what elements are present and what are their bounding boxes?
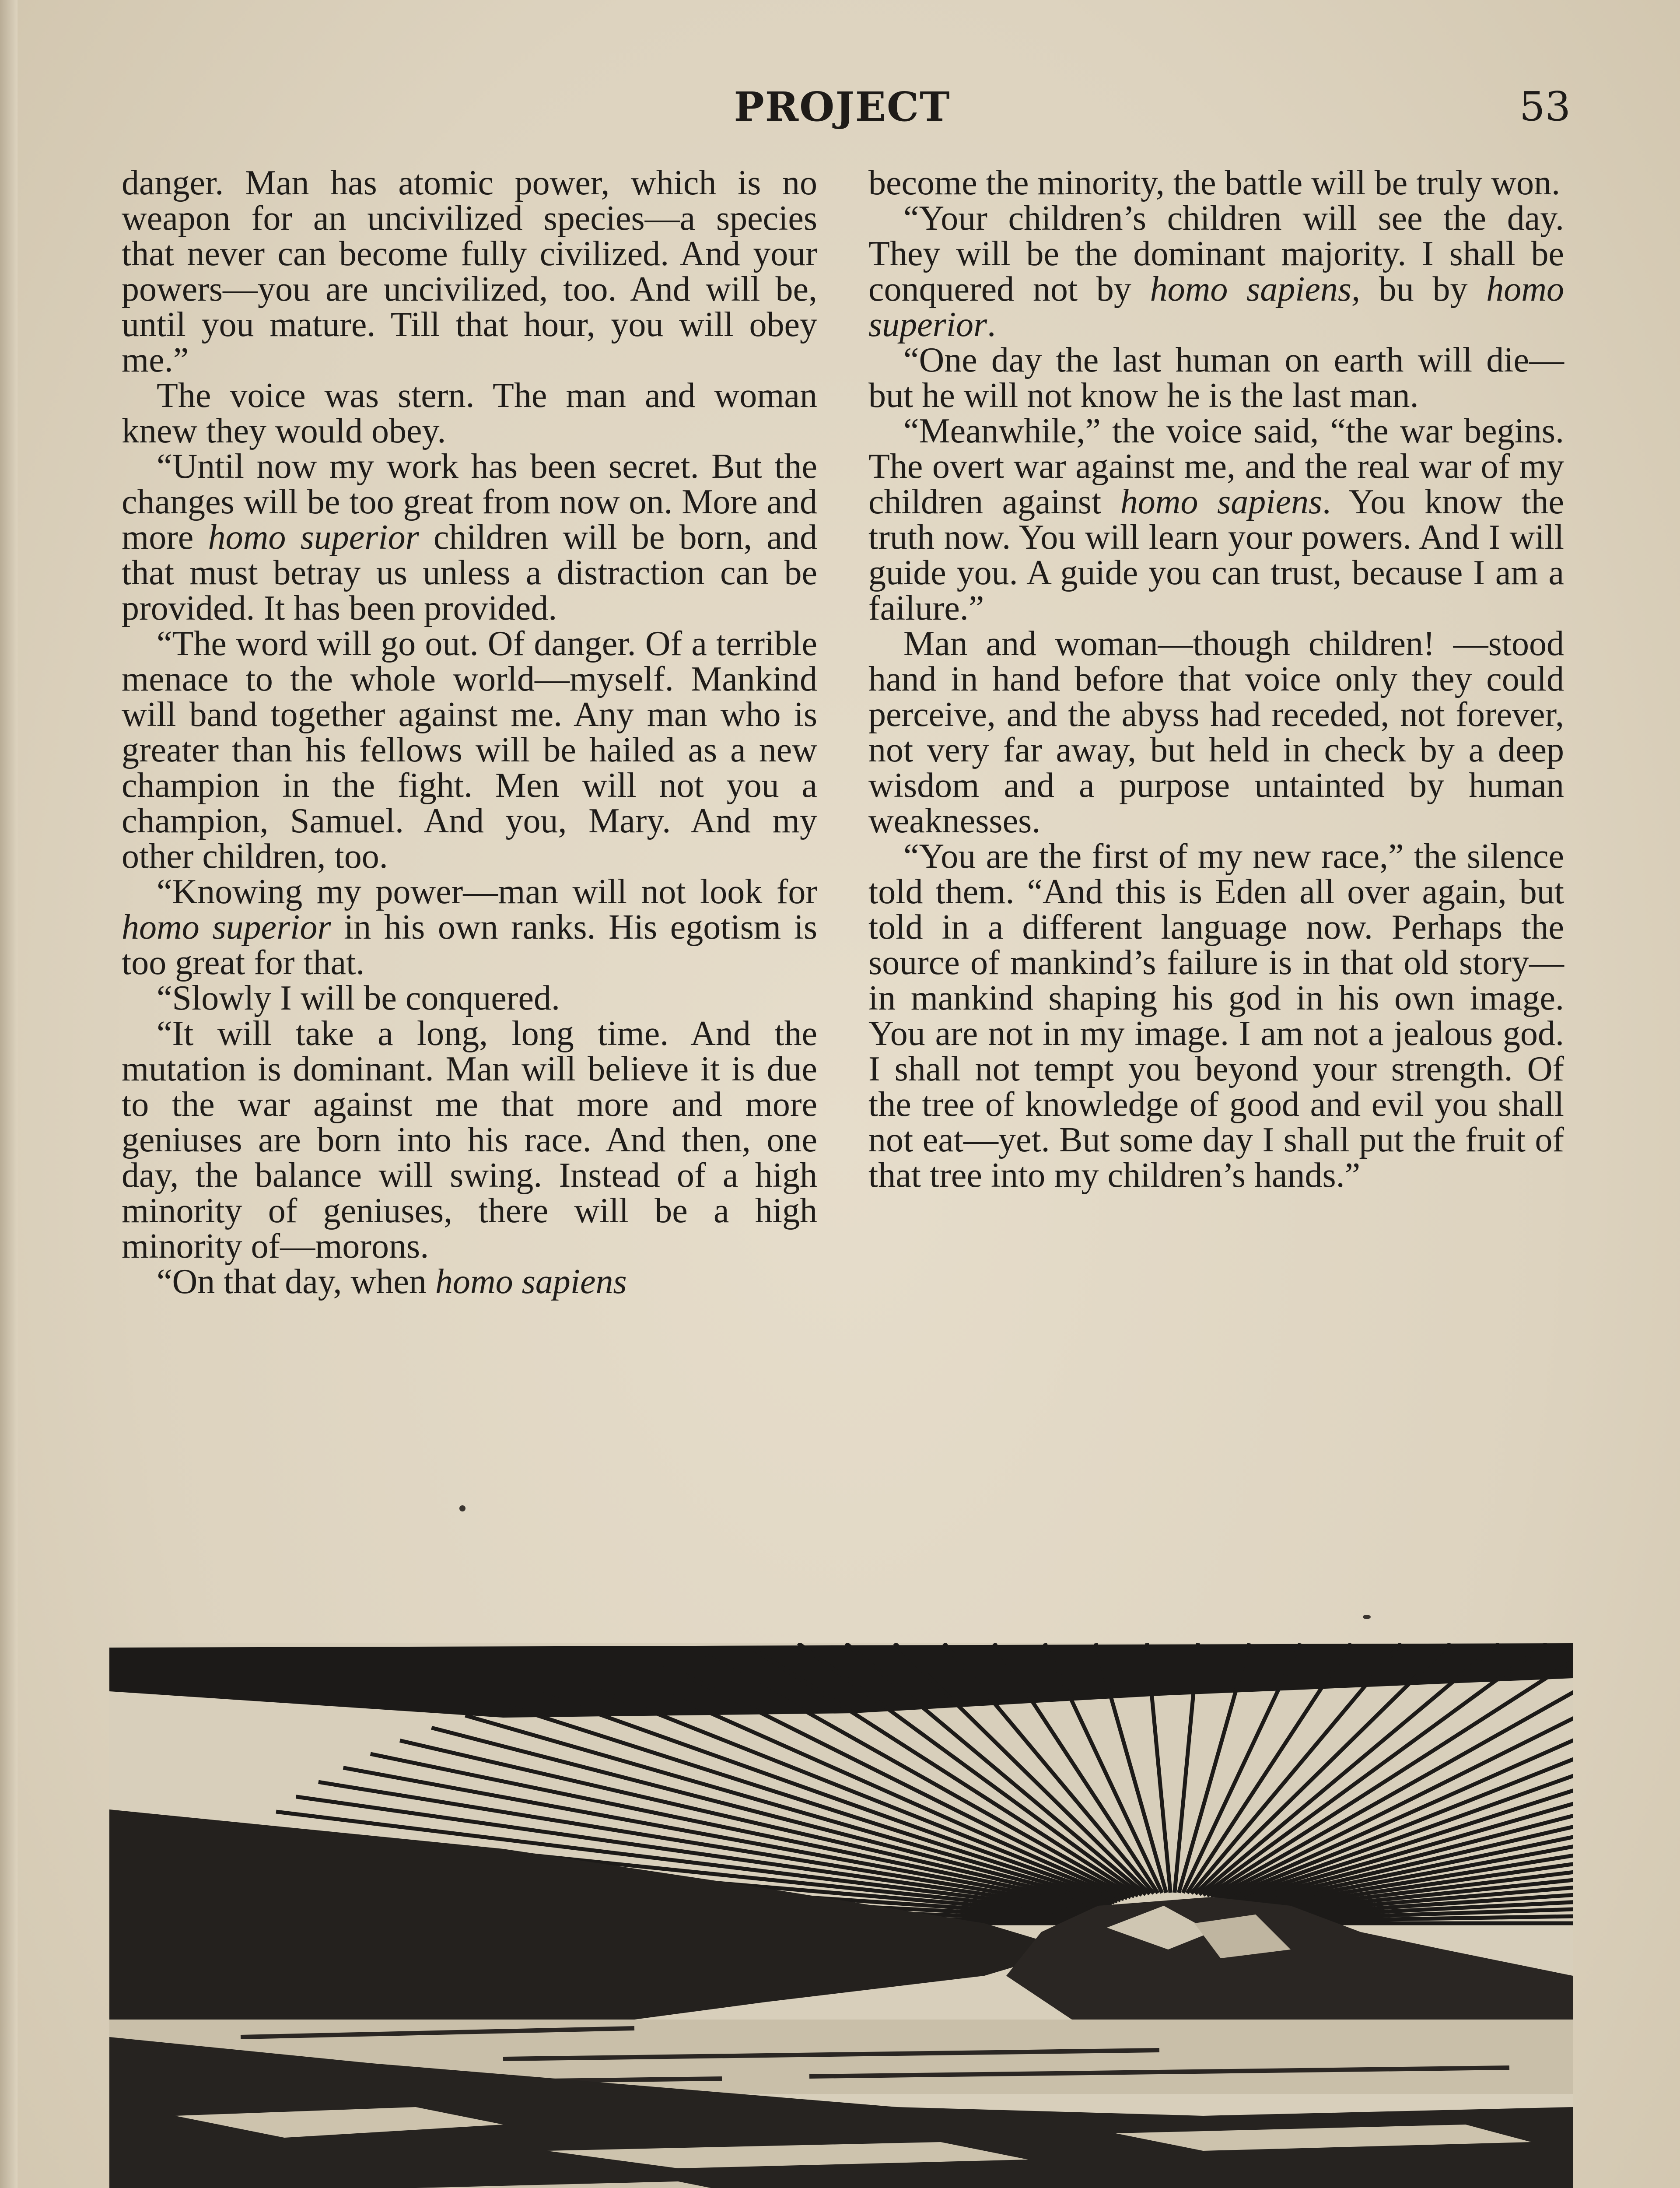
text-run: “Your children’s children will see the day. They will be the dominant majority. I shall be conquered not by	[868, 199, 1564, 309]
text-run: “You are the first of my new race,” the silence told them. “And this is Eden all over again, but told in a different language now. Perhaps the source of mankind’s failure is in that old story—in mankind shaping his god in his own image. You are not in my image. I am not a jealous god. I shall not tempt you beyond your strength. Of the tree of knowledge of good and evil you shall not eat—yet. But some day I shall put the fruit of that tree into my children’s hands.”	[868, 837, 1564, 1195]
italic-text: homo superior	[208, 518, 419, 557]
italic-text: homo superior	[868, 270, 1564, 344]
text-run: children will be born, and that must betray us unless a distraction can be provided. It has been provided.	[122, 518, 818, 628]
paragraph	[122, 378, 817, 449]
text-run: “It will take a long, long time. And the mutation is dominant. Man will believe it is due to the war against me that more and more geniuses are born into his race. And then, one day, the balance will swing. Instead of a high minority of geniuses, there will be a high minority of—morons.	[122, 1014, 817, 1266]
italic-text: homo superior	[122, 908, 331, 947]
text-run: “One day the last human on earth will die—but he will not know he is the last man.	[868, 341, 1564, 415]
text-run: The voice was stern. The man and woman knew they would obey.	[122, 376, 817, 450]
paragraph	[122, 1016, 817, 1264]
ink-speck	[1363, 1615, 1371, 1619]
paragraph	[868, 343, 1564, 414]
paragraph	[868, 201, 1564, 343]
text-run: “Slowly I will be conquered.	[157, 979, 560, 1017]
italic-text: homo sapiens	[435, 1262, 627, 1301]
text-run: . You know the truth now. You will learn your powers. And I will guide you. A guide you can trust, because I am a failure.”	[868, 483, 1564, 628]
italic-text: homo sapiens,	[1150, 270, 1361, 309]
text-run: “Meanwhile,” the voice said, “the war begins. The overt war against me, and the real war of my children against	[868, 412, 1564, 521]
paragraph	[868, 414, 1564, 626]
paragraph	[868, 626, 1564, 839]
italic-text: homo sapiens	[1120, 483, 1323, 521]
page-number: 53	[1519, 83, 1571, 130]
paragraph	[122, 981, 817, 1016]
text-run: “Until now my work has been secret. But the changes will be too great from now on. More and more	[122, 447, 817, 557]
paragraph	[122, 165, 817, 378]
text-column-right	[868, 165, 1564, 1193]
paragraph	[868, 839, 1564, 1193]
paragraph	[122, 874, 817, 981]
ink-speck	[459, 1505, 466, 1511]
page-edge-shadow	[0, 0, 18, 2188]
paragraph	[122, 626, 817, 874]
text-run: “Knowing my power—man will not look for	[157, 873, 817, 911]
text-run: danger. Man has atomic power, which is no weapon for an uncivilized species—a species that never can become fully civilized. And your powers—you are uncivilized, too. And will be, until you mature. Till that hour, you will obey me.”	[122, 164, 817, 379]
text-run: Man and woman—though children! —stood hand in hand before that voice only they could perceive, and the abyss had receded, not forever, not very far away, but held in check by a deep wisdom and a purpose untainted by human weaknesses.	[868, 624, 1564, 840]
text-run: bu by	[1360, 270, 1487, 309]
text-run: “The word will go out. Of danger. Of a terrible menace to the whole world—myself. Mankind will band together against me. Any man who is greater than his fellows will be hailed as a new champion in the fight. Men will not you a champion, Samuel. And you, Mary. And my other children, too.	[122, 624, 817, 876]
text-run: become the minority, the battle will be truly won.	[868, 164, 1561, 202]
text-run: “On that day, when	[157, 1262, 435, 1301]
landscape-illustration	[109, 1643, 1573, 2188]
paragraph	[868, 165, 1564, 201]
running-header	[0, 83, 1680, 140]
paragraph	[122, 1264, 817, 1300]
running-title: PROJECT	[734, 83, 951, 130]
text-run: in his own ranks. His egotism is too great for that.	[122, 908, 818, 982]
text-column-left	[122, 165, 817, 1300]
text-run: .	[987, 305, 996, 344]
sunrise-landscape-icon	[109, 1643, 1573, 2188]
paragraph	[122, 449, 817, 626]
